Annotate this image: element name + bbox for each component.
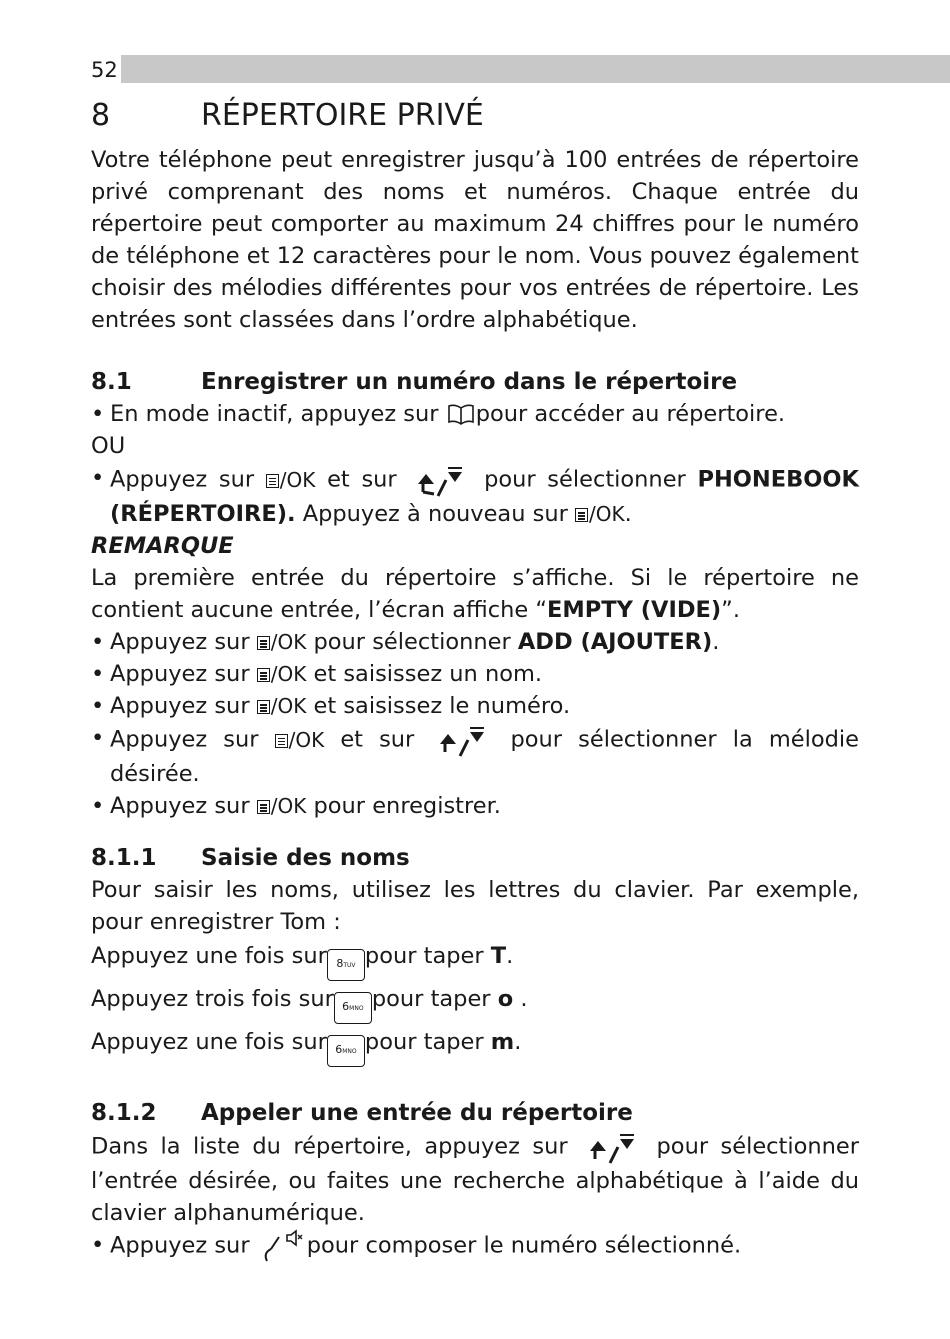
intro-paragraph: Votre téléphone peut enregistrer jusqu’à 100 entrées de répertoire privé comprenant des noms et numéros. Chaque entrée du répertoire peut comporter au maximum 24 chiffres pour le numéro de téléphone et 12 caractères pour le nom. Vous pouvez également choisir des mélodies différentes pour vos entrées de répertoire. Les entrées sont classées dans l’ordre alphabétique. bbox=[91, 147, 859, 333]
key-line: Appuyez trois fois sur 6MNO pour taper o . bbox=[91, 981, 859, 1024]
up-down-arrows-icon bbox=[430, 722, 494, 758]
list-item: • Appuyez sur /OK pour enregistrer. bbox=[91, 793, 501, 819]
page-number: 52 bbox=[91, 55, 121, 83]
menu-ok-icon: /OK bbox=[275, 728, 325, 752]
phonebook-icon bbox=[446, 402, 476, 428]
section-paragraph: Pour saisir les noms, utilisez les lettres du clavier. Par exemple, pour enregistrer Tom : bbox=[91, 877, 859, 935]
section-title: Saisie des noms bbox=[201, 845, 410, 871]
chapter-number: 8 bbox=[91, 98, 111, 133]
chapter-title: RÉPERTOIRE PRIVÉ bbox=[201, 98, 484, 133]
remark-label: REMARQUE bbox=[91, 533, 234, 559]
key-line: Appuyez une fois sur 8TUV pour taper T. bbox=[91, 938, 859, 981]
page-content bbox=[91, 96, 859, 1263]
or-label: OU bbox=[91, 433, 126, 459]
chapter-heading bbox=[91, 96, 859, 136]
section-8-1-heading bbox=[91, 366, 859, 398]
list-item: • Appuyez sur /OK et sur pour sélectionner la mélodie désirée. bbox=[91, 722, 859, 790]
list-item: • Appuyez sur pour composer le numéro sélectionné. bbox=[91, 1229, 859, 1263]
key-6-icon: 6MNO bbox=[334, 992, 372, 1024]
list-item: • En mode inactif, appuyez sur pour accéder au répertoire. bbox=[91, 401, 786, 427]
menu-ok-icon: /OK bbox=[257, 694, 307, 718]
menu-ok-icon: /OK bbox=[575, 502, 625, 526]
section-8-1-1-heading bbox=[91, 842, 859, 874]
section-title: Enregistrer un numéro dans le répertoire bbox=[201, 369, 738, 395]
call-speaker-icon bbox=[257, 1229, 307, 1263]
key-8-icon: 8TUV bbox=[327, 949, 365, 981]
list-item: • Appuyez sur /OK et saisissez un nom. bbox=[91, 661, 543, 687]
section-number: 8.1.1 bbox=[91, 845, 157, 871]
menu-ok-icon: /OK bbox=[257, 662, 307, 686]
list-item: • Appuyez sur /OK et sur pour sélectionner PHONEBOOK (RÉPERTOIRE). Appuyez à nouveau sur /OK. bbox=[91, 462, 859, 530]
section-title: Appeler une entrée du répertoire bbox=[201, 1100, 633, 1126]
section-8-1-2-heading bbox=[91, 1097, 859, 1129]
list-item: • Appuyez sur /OK pour sélectionner ADD (AJOUTER). bbox=[91, 629, 720, 655]
up-down-arrows-icon bbox=[408, 462, 472, 498]
menu-ok-icon: /OK bbox=[257, 794, 307, 818]
menu-ok-icon: /OK bbox=[266, 468, 316, 492]
menu-ok-icon: /OK bbox=[257, 630, 307, 654]
section-number: 8.1.2 bbox=[91, 1100, 157, 1126]
section-paragraph: Dans la liste du répertoire, appuyez sur pour sélectionner l’entrée désirée, ou faites une recherche alphabétique à l’aide du clavier alphanumérique. bbox=[91, 1129, 859, 1229]
key-line: Appuyez une fois sur 6MNO pour taper m. bbox=[91, 1024, 859, 1067]
page-header-bar bbox=[91, 55, 950, 83]
section-number: 8.1 bbox=[91, 369, 132, 395]
up-down-arrows-icon bbox=[580, 1129, 644, 1165]
key-6-icon: 6MNO bbox=[327, 1035, 365, 1067]
list-item: • Appuyez sur /OK et saisissez le numéro. bbox=[91, 693, 571, 719]
remark-paragraph: La première entrée du répertoire s’affiche. Si le répertoire ne contient aucune entrée, l’écran affiche “EMPTY (VIDE)”. bbox=[91, 565, 859, 623]
